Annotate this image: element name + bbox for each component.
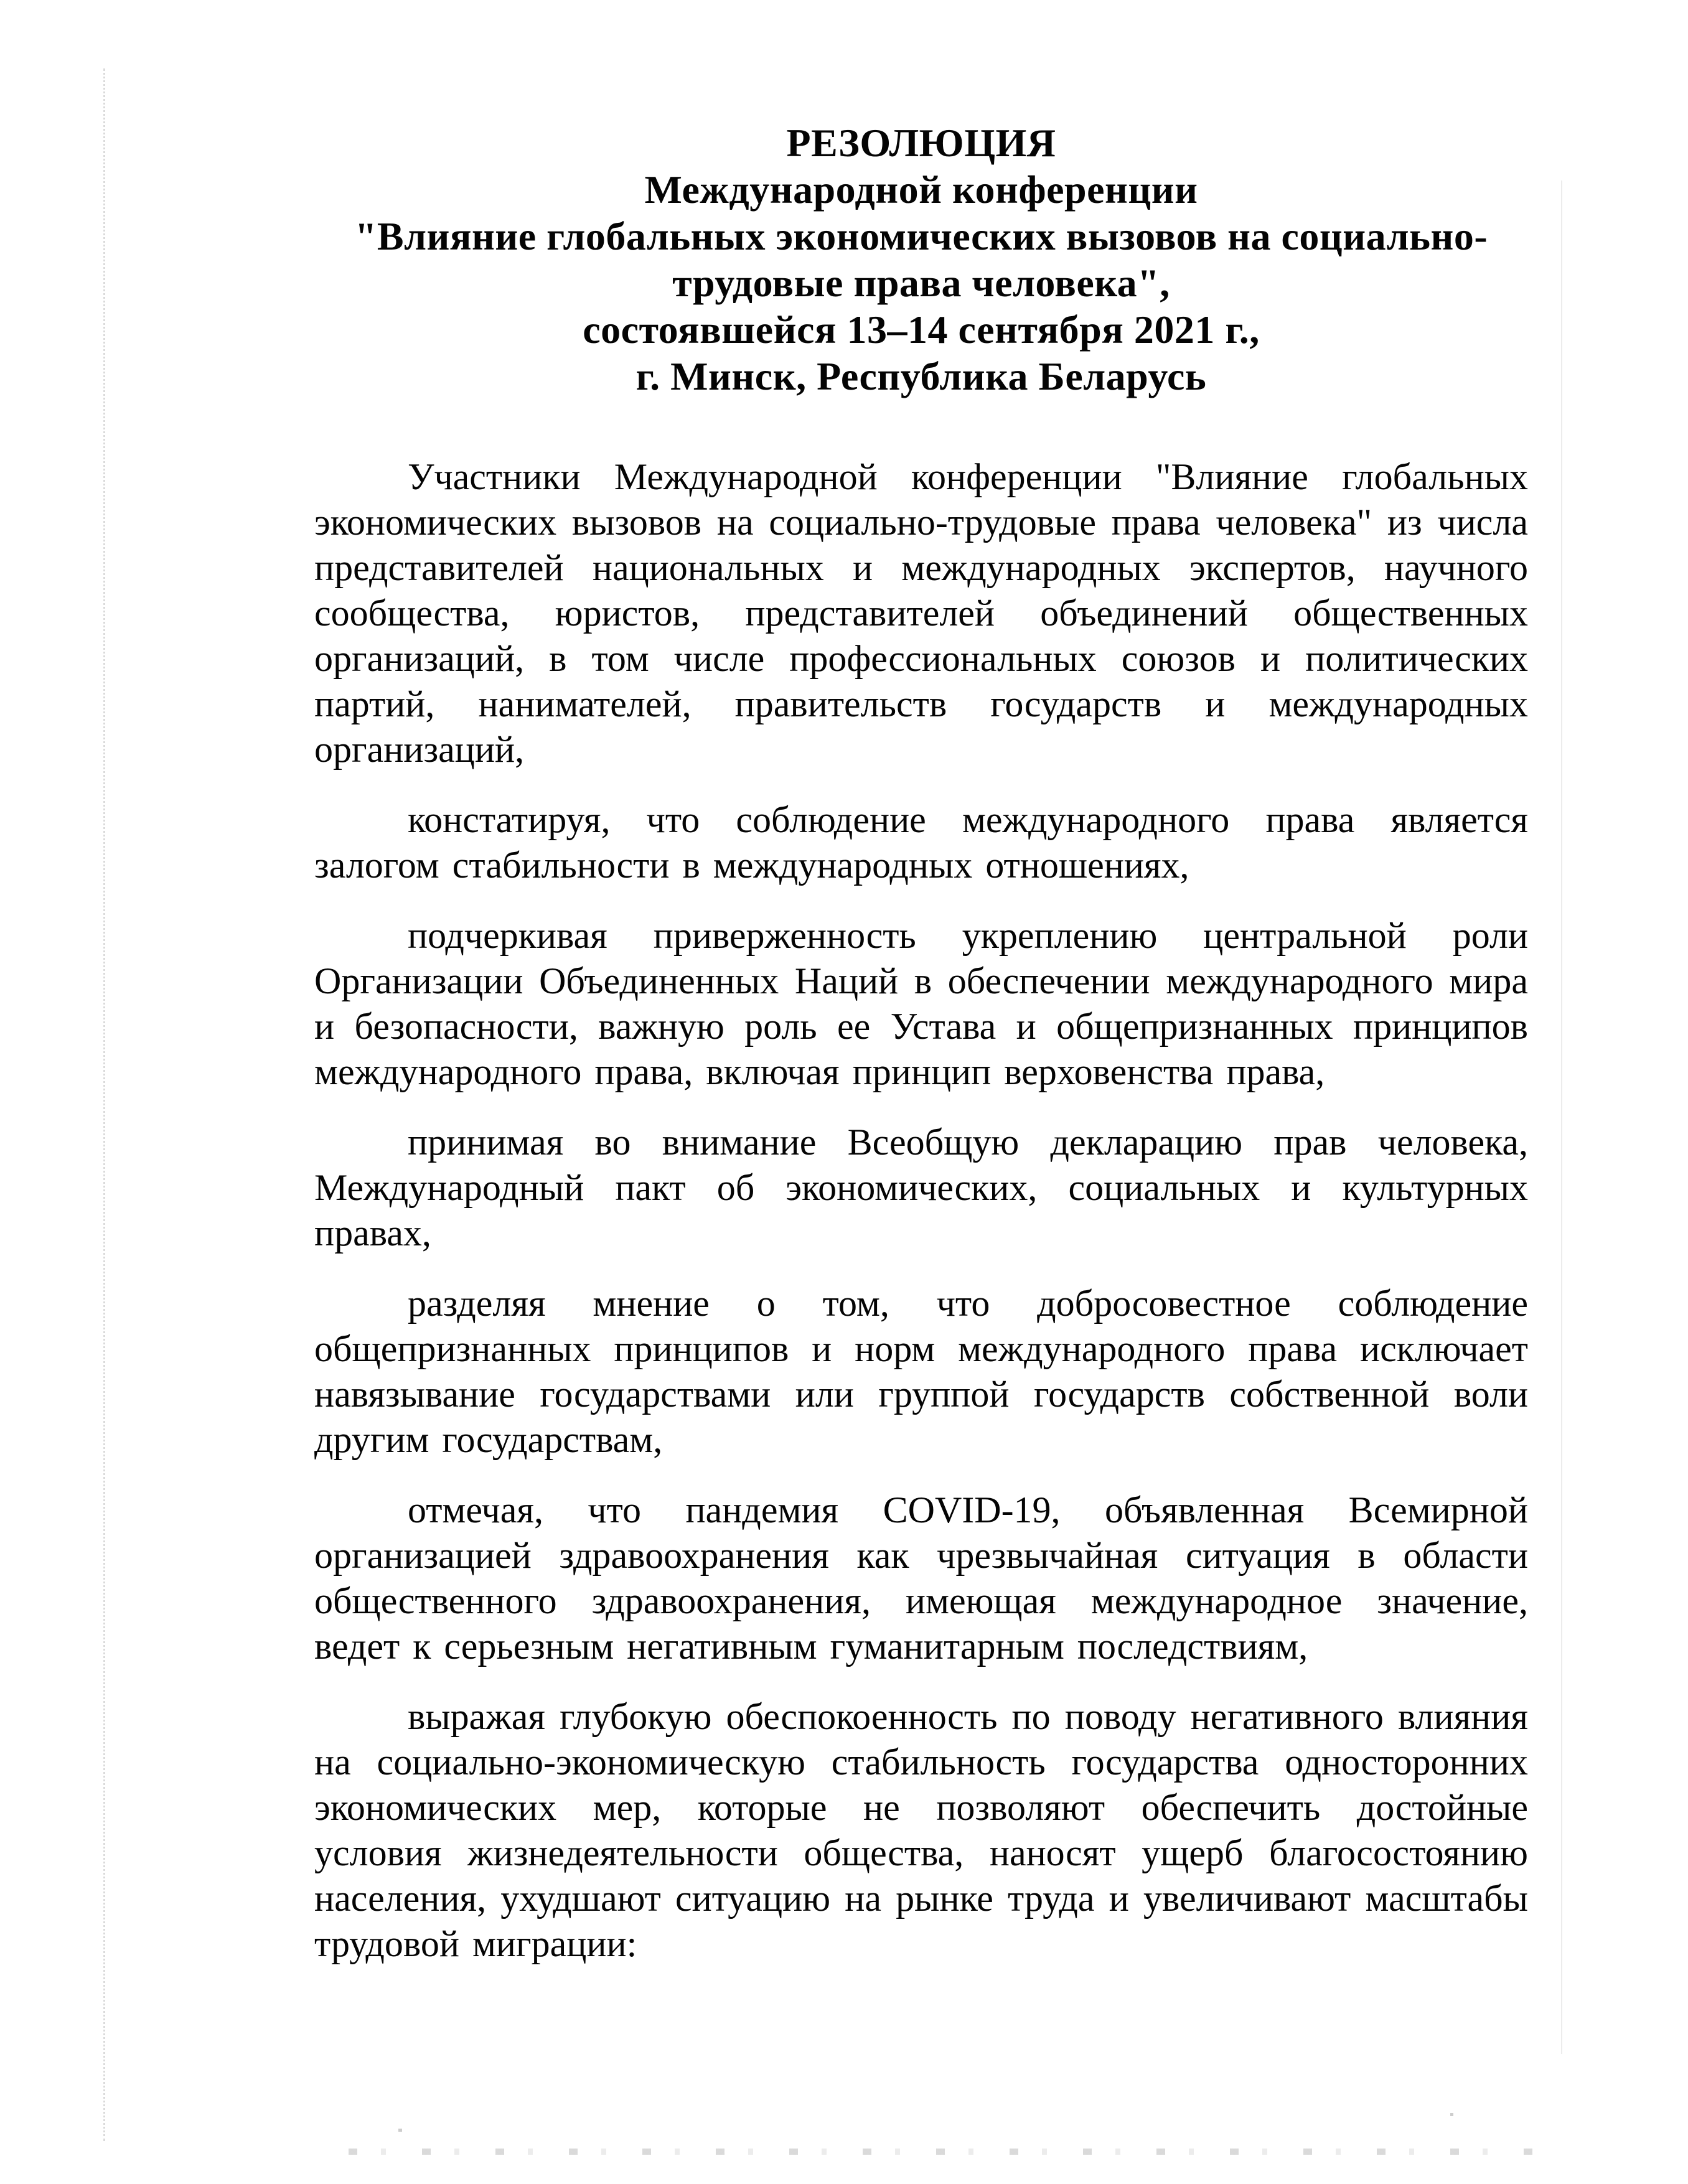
paragraph-5: разделяя мнение о том, что добросовестное соблюдение общепризнанных принципов и норм международного права исключает навязывание государствами или группой государств собственной воли другим государствам, [314,1283,1528,1460]
document-body [314,454,1528,1967]
paragraph-1: Участники Международной конференции "Влияние глобальных экономических вызовов на социально-трудовые права человека" из числа представителей национальных и международных экспертов, научного сообщества, юристов, представителей объединений общественных организаций, в том числе профессиональных союзов и политических партий, нанимателей, правительств государств и международных организаций, [314,456,1528,770]
paragraph-2: констатируя, что соблюдение международного права является залогом стабильности в международных отношениях, [314,799,1528,886]
paragraph-4: принимая во внимание Всеобщую декларацию прав человека, Международный пакт об экономических, социальных и культурных правах, [314,1122,1528,1254]
document-title [314,120,1528,400]
title-line-5: состоявшейся 13–14 сентября 2021 г., [583,307,1260,352]
paragraph-6: отмечая, что пандемия COVID-19, объявленная Всемирной организацией здравоохранения как чрезвычайная ситуация в области общественного здравоохранения, имеющая международное значение, ведет к серьезным негативным гуманитарным последствиям, [314,1489,1528,1667]
scan-noise-left-line [103,68,105,2141]
document-content [314,120,1528,1967]
paragraph-3: подчеркивая приверженность укреплению центральной роли Организации Объединенных Наций в обеспечении международного мира и безопасности, важную роль ее Устава и общепризнанных принципов международного права, включая принцип верховенства права, [314,915,1528,1092]
paragraph-7: выражая глубокую обеспокоенность по поводу негативного влияния на социально-экономическую стабильность государства односторонних экономических мер, которые не позволяют обеспечить достойные условия жизнедеятельности общества, наносят ущерб благосостоянию населения, ухудшают ситуацию на рынке труда и увеличивают масштабы трудовой миграции: [314,1696,1528,1964]
title-line-6: г. Минск, Республика Беларусь [635,354,1207,398]
scan-noise-bottom-row [349,2149,1544,2155]
title-line-2: Международной конференции [644,167,1198,212]
title-line-3: "Влияние глобальных экономических вызовов на социально- [354,214,1488,258]
title-line-1: РЕЗОЛЮЦИЯ [786,121,1056,165]
scan-speck [398,2129,402,2132]
scan-noise-right-line [1561,180,1562,2054]
title-line-4: трудовые права человека", [672,261,1170,305]
scan-speck [1450,2113,1453,2116]
